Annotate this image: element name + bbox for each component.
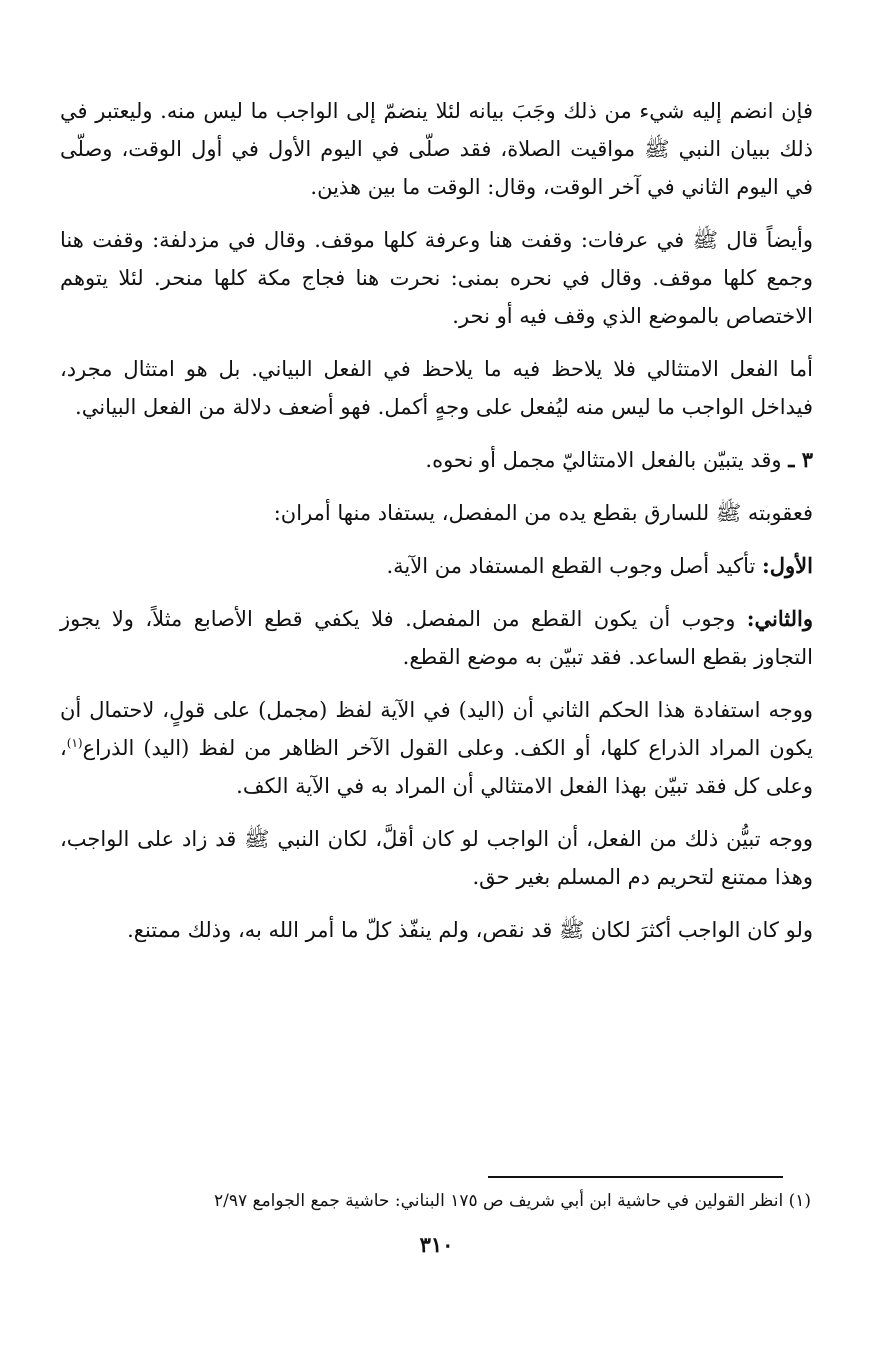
paragraph-6-lead: الأول: [762, 553, 813, 578]
page-number: ٣١٠ [419, 1232, 454, 1257]
paragraph-8 [60, 691, 813, 805]
footnote-divider [488, 1176, 783, 1178]
paragraph-5 [60, 494, 813, 532]
paragraph-5-text: فعقوبته ﷺ للسارق بقطع يده من المفصل، يستفاد منها أمران: [273, 501, 813, 525]
paragraph-6-text: تأكيد أصل وجوب القطع المستفاد من الآية. [386, 554, 763, 578]
paragraph-4 [60, 441, 813, 479]
footnote: (١) انظر القولين في حاشية ابن أبي شريف ص ١٧٥ البناني: حاشية جمع الجوامع ٢/٩٧ [214, 1191, 811, 1211]
paragraph-4-lead: ٣ ـ [788, 447, 813, 472]
paragraph-2-text: وأيضاً قال ﷺ في عرفات: وقفت هنا وعرفة كلها موقف. وقال في مزدلفة: وقفت هنا وجمع كلها موقف. وقال في نحره بمنى: نحرت هنا فجاج مكة كلها منحر. لئلا يتوهم الاختصاص بالموضع الذي وقف فيه أو نحر. [60, 228, 813, 328]
paragraph-1-text: فإن انضم إليه شيء من ذلك وجَبَ بيانه لئلا ينضمّ إلى الواجب ما ليس منه. وليعتبر في ذلك ببيان النبي ﷺ مواقيت الصلاة، فقد صلّى في اليوم الأول في أول الوقت، وصلّى في اليوم الثاني في آخر الوقت، وقال: الوقت ما بين هذين. [60, 99, 813, 199]
paragraph-3-text: أما الفعل الامتثالي فلا يلاحظ فيه ما يلاحظ في الفعل البياني. بل هو امتثال مجرد، فيداخل الواجب ما ليس منه ليُفعل على وجهٍ أكمل. فهو أضعف دلالة من الفعل البياني. [60, 357, 813, 419]
paragraph-10 [60, 911, 813, 949]
paragraph-2 [60, 221, 813, 335]
paragraph-3 [60, 350, 813, 426]
paragraph-8-text: ووجه استفادة هذا الحكم الثاني أن (اليد) في الآية لفظ (مجمل) على قولٍ، لاحتمال أن يكون المراد الذراع كلها، أو الكف. وعلى القول الآخر الظاهر من لفظ (اليد) الذراع [60, 698, 813, 760]
paragraph-10-text: ولو كان الواجب أكثرَ لكان ﷺ قد نقص، ولم ينفّذ كلّ ما أمر الله به، وذلك ممتنع. [127, 918, 813, 942]
paragraph-7-text: وجوب أن يكون القطع من المفصل. فلا يكفي قطع الأصابع مثلاً، ولا يجوز التجاوز بقطع الساعد. فقد تبيّن به موضع القطع. [60, 607, 813, 669]
paragraph-1 [60, 92, 813, 206]
paragraph-7-lead: والثاني: [746, 606, 813, 631]
footnote-reference[interactable]: (١) [66, 736, 83, 750]
paragraph-7 [60, 600, 813, 676]
page-body [60, 92, 813, 964]
paragraph-9-text: ووجه تبيُّن ذلك من الفعل، أن الواجب لو كان أقلَّ، لكان النبي ﷺ قد زاد على الواجب، وهذا ممتنع لتحريم دم المسلم بغير حق. [60, 827, 813, 889]
paragraph-8-rest: ، وعلى كل فقد تبيّن بهذا الفعل الامتثالي أن المراد به في الآية الكف. [60, 736, 813, 798]
paragraph-6 [60, 547, 813, 585]
paragraph-4-text: وقد يتبيّن بالفعل الامتثاليّ مجمل أو نحوه. [425, 448, 789, 472]
paragraph-9 [60, 820, 813, 896]
